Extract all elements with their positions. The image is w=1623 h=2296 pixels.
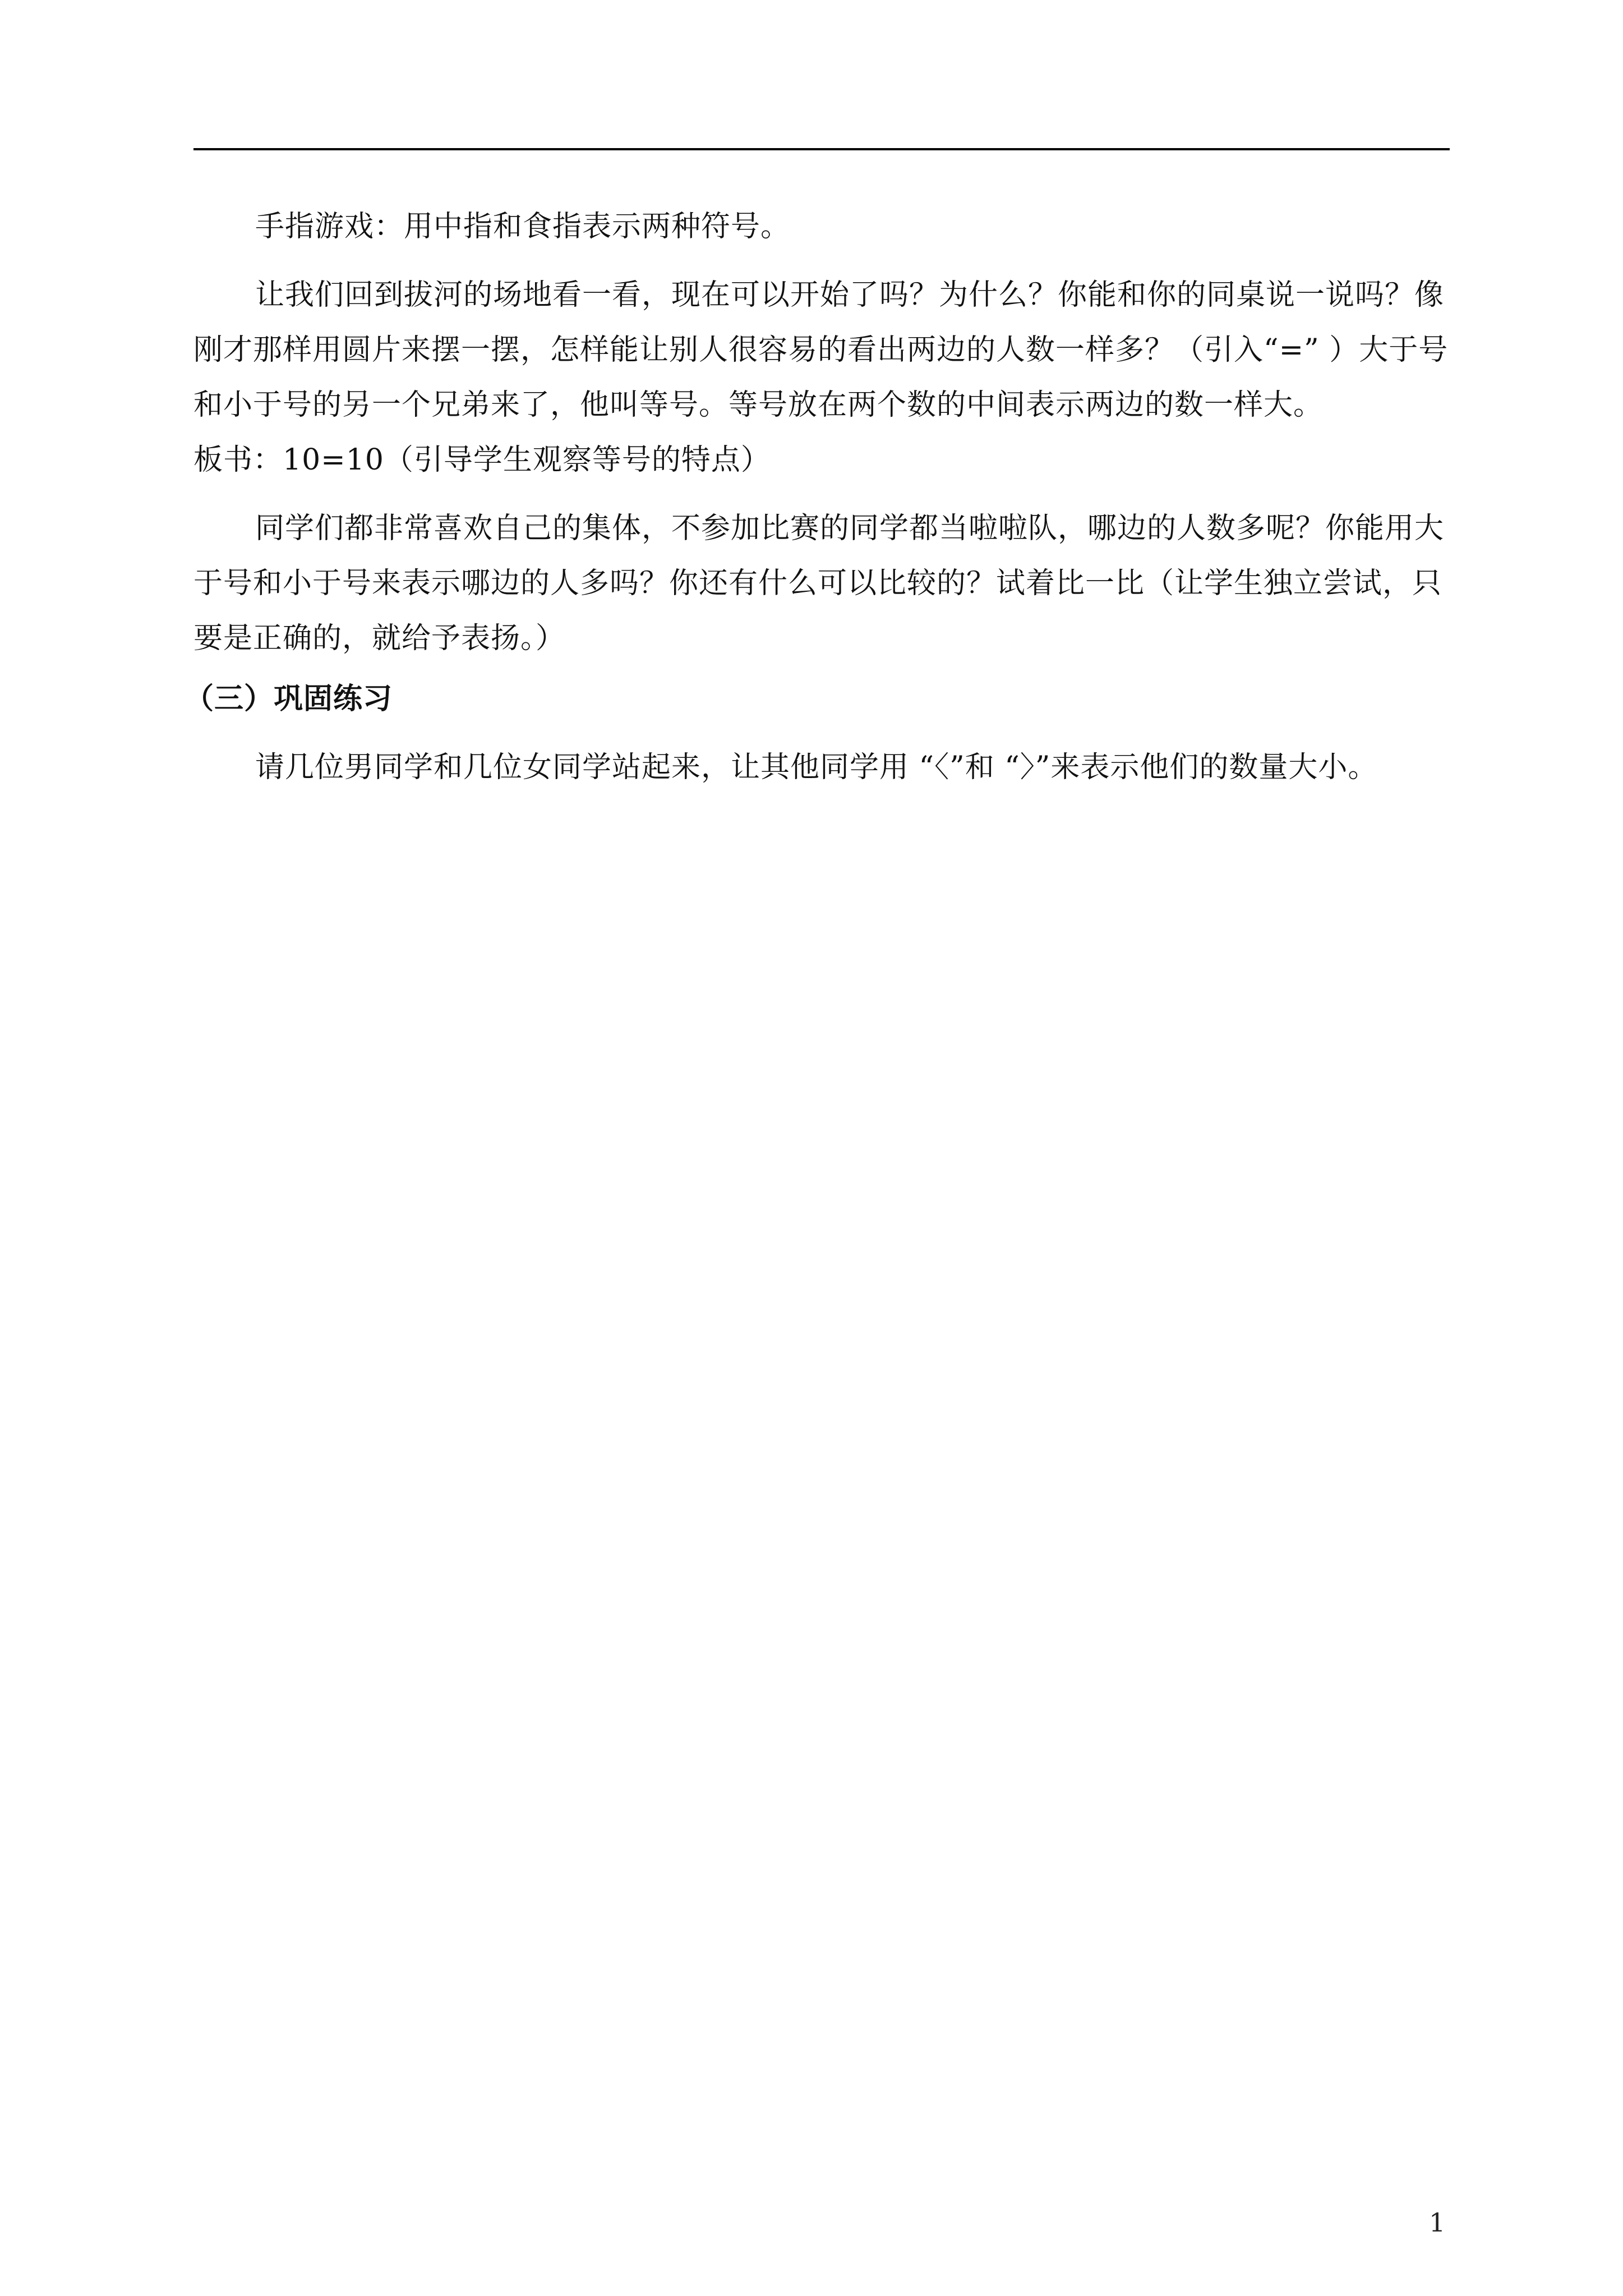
header-rule: [193, 148, 1450, 150]
paragraph-board-writing: 板书：10=10（引导学生观察等号的特点）: [193, 443, 771, 477]
section-heading-practice: （三）巩固练习: [185, 682, 393, 716]
page-number: 1: [1429, 2207, 1446, 2238]
paragraph-cheering-squad: 同学们都非常喜欢自己的集体，不参加比赛的同学都当啦啦队，哪边的人数多呢？你能用大于号和小于号来表示哪边的人多吗？你还有什么可以比较的？试着比一比（让学生独立尝试，只要是正确的，就给予表扬。）: [193, 512, 1445, 655]
document-body: [185, 199, 1450, 795]
paragraph-tug-of-war: 让我们回到拔河的场地看一看，现在可以开始了吗？为什么？你能和你的同桌说一说吗？像刚才那样用圆片来摆一摆，怎样能让别人很容易的看出两边的人数一样多？（引入“=” ）大于号和小于号的另一个兄弟来了，他叫等号。等号放在两个数的中间表示两边的数一样大。: [193, 278, 1449, 422]
paragraph-exercise: 请几位男同学和几位女同学站起来，让其他同学用 “〈”和 “〉”来表示他们的数量大小。: [255, 751, 1378, 784]
paragraph-finger-game: 手指游戏：用中指和食指表示两种符号。: [255, 210, 791, 243]
